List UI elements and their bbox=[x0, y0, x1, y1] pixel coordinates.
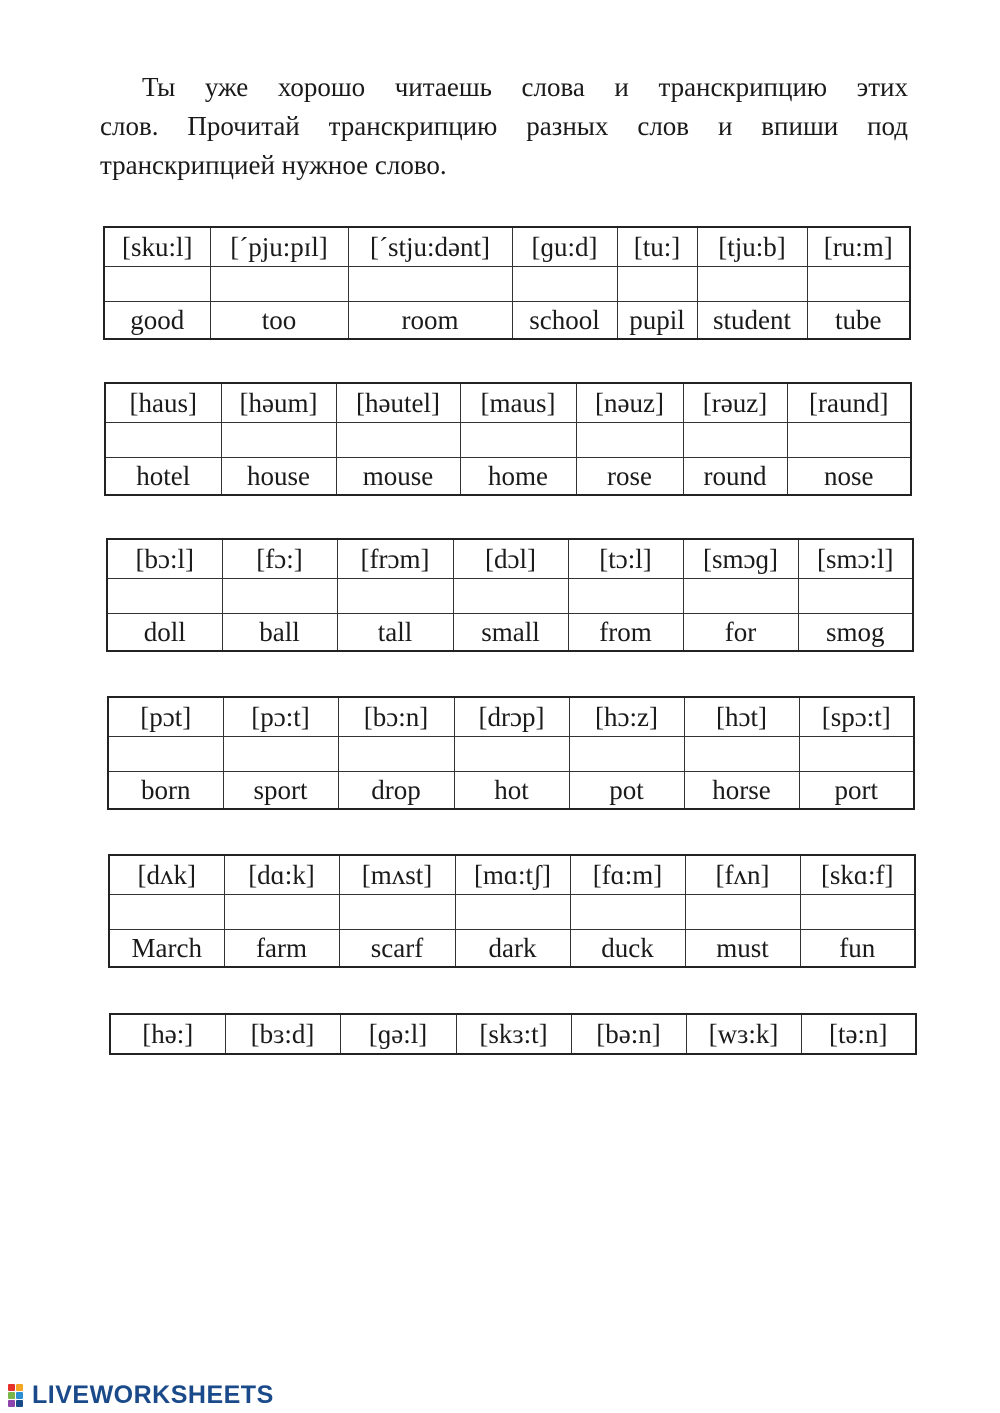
transcription-cell: [rəuz] bbox=[683, 383, 787, 423]
transcription-cell: [həutel] bbox=[336, 383, 460, 423]
instructions bbox=[100, 68, 908, 185]
transcription-cell: [fɑ:m] bbox=[570, 855, 685, 895]
transcription-cell: [hɔ:z] bbox=[569, 697, 684, 737]
word-cell: must bbox=[685, 930, 800, 968]
transcription-cell: [haus] bbox=[105, 383, 221, 423]
answer-cell[interactable] bbox=[683, 423, 787, 458]
instructions-line-1: Ты уже хорошо читаешь слова и транскрипцию этих bbox=[142, 72, 908, 102]
liveworksheets-logo-icon bbox=[8, 1382, 28, 1408]
word-cell: rose bbox=[576, 458, 683, 496]
word-cell: pupil bbox=[617, 302, 697, 340]
answer-cell[interactable] bbox=[338, 737, 454, 772]
answer-cell[interactable] bbox=[109, 895, 224, 930]
word-cell: tube bbox=[807, 302, 910, 340]
word-cell: tall bbox=[337, 614, 453, 652]
answer-input[interactable] bbox=[461, 423, 576, 457]
answer-input[interactable] bbox=[808, 267, 910, 301]
transcription-cell: [hə:] bbox=[110, 1014, 225, 1054]
answer-cell[interactable] bbox=[570, 895, 685, 930]
word-cell: dark bbox=[455, 930, 570, 968]
word-cell: hot bbox=[454, 772, 569, 810]
answer-cell[interactable] bbox=[460, 423, 576, 458]
answer-input[interactable] bbox=[454, 579, 568, 613]
answer-input[interactable] bbox=[571, 895, 685, 929]
answer-input[interactable] bbox=[222, 423, 336, 457]
answer-cell[interactable] bbox=[617, 267, 697, 302]
answer-cell[interactable] bbox=[569, 737, 684, 772]
transcription-cell: [sku:l] bbox=[104, 227, 210, 267]
transcription-cell: [fɔ:] bbox=[222, 539, 337, 579]
answer-cell[interactable] bbox=[697, 267, 807, 302]
answer-input[interactable] bbox=[686, 895, 800, 929]
transcription-cell: [mɑ:tʃ] bbox=[455, 855, 570, 895]
transcription-cell: [mʌst] bbox=[339, 855, 455, 895]
answer-cell[interactable] bbox=[336, 423, 460, 458]
word-cell: duck bbox=[570, 930, 685, 968]
transcription-cell: [tu:] bbox=[617, 227, 697, 267]
answer-input[interactable] bbox=[338, 579, 453, 613]
answer-input[interactable] bbox=[788, 423, 911, 457]
liveworksheets-logo bbox=[8, 1381, 274, 1409]
word-cell: March bbox=[109, 930, 224, 968]
answer-cell[interactable] bbox=[799, 737, 914, 772]
word-cell: school bbox=[512, 302, 617, 340]
transcription-cell: [drɔp] bbox=[454, 697, 569, 737]
word-cell: drop bbox=[338, 772, 454, 810]
answer-cell[interactable] bbox=[339, 895, 455, 930]
answer-input[interactable] bbox=[455, 737, 569, 771]
answer-input[interactable] bbox=[109, 737, 223, 771]
answer-input[interactable] bbox=[456, 895, 570, 929]
answer-cell[interactable] bbox=[222, 579, 337, 614]
answer-cell[interactable] bbox=[221, 423, 336, 458]
transcription-cell: [smɔ:l] bbox=[798, 539, 913, 579]
answer-input[interactable] bbox=[340, 895, 455, 929]
answer-input[interactable] bbox=[224, 737, 338, 771]
word-cell: doll bbox=[107, 614, 222, 652]
transcription-cell: [dɔl] bbox=[453, 539, 568, 579]
transcription-cell: [dɑ:k] bbox=[224, 855, 339, 895]
transcription-cell: [ɡu:d] bbox=[512, 227, 617, 267]
answer-cell[interactable] bbox=[685, 895, 800, 930]
answer-cell[interactable] bbox=[683, 579, 798, 614]
word-cell: scarf bbox=[339, 930, 455, 968]
answer-input[interactable] bbox=[800, 737, 914, 771]
transcription-row bbox=[108, 697, 914, 737]
answer-input[interactable] bbox=[223, 579, 337, 613]
brand-name: LIVEWORKSHEETS bbox=[32, 1380, 274, 1409]
transcription-cell: [spɔ:t] bbox=[799, 697, 914, 737]
answer-cell[interactable] bbox=[807, 267, 910, 302]
answer-input[interactable] bbox=[799, 579, 913, 613]
answer-cell[interactable] bbox=[454, 737, 569, 772]
answer-input[interactable] bbox=[577, 423, 683, 457]
transcription-cell: [dʌk] bbox=[109, 855, 224, 895]
answer-cell[interactable] bbox=[223, 737, 338, 772]
word-bank-row bbox=[108, 772, 914, 810]
transcription-cell: [wɜ:k] bbox=[686, 1014, 801, 1054]
transcription-cell: [bə:n] bbox=[571, 1014, 686, 1054]
transcription-cell: [raund] bbox=[787, 383, 911, 423]
transcription-cell: [tə:n] bbox=[801, 1014, 916, 1054]
answer-cell[interactable] bbox=[210, 267, 348, 302]
transcription-row bbox=[107, 539, 913, 579]
answer-input[interactable] bbox=[513, 267, 617, 301]
word-bank-row bbox=[109, 930, 915, 968]
answer-row bbox=[104, 267, 910, 302]
answer-input[interactable] bbox=[225, 895, 339, 929]
transcription-cell: [tɔ:l] bbox=[568, 539, 683, 579]
answer-input[interactable] bbox=[105, 267, 210, 301]
answer-input[interactable] bbox=[618, 267, 697, 301]
transcription-table-6 bbox=[109, 1013, 917, 1055]
transcription-cell: [hɔt] bbox=[684, 697, 799, 737]
word-bank-row bbox=[104, 302, 910, 340]
transcription-cell: [smɔɡ] bbox=[683, 539, 798, 579]
transcription-cell: [bɜ:d] bbox=[225, 1014, 340, 1054]
answer-cell[interactable] bbox=[337, 579, 453, 614]
transcription-table-1 bbox=[103, 226, 911, 340]
answer-input[interactable] bbox=[337, 423, 460, 457]
transcription-table-2 bbox=[104, 382, 912, 496]
transcription-cell: [ˊpju:pɪl] bbox=[210, 227, 348, 267]
transcription-cell: [bɔ:l] bbox=[107, 539, 222, 579]
transcription-cell: [həum] bbox=[221, 383, 336, 423]
instructions-line-3: транскрипцией нужное слово. bbox=[100, 150, 447, 180]
answer-row bbox=[109, 895, 915, 930]
word-bank-row bbox=[105, 458, 911, 496]
answer-cell[interactable] bbox=[798, 579, 913, 614]
answer-row bbox=[105, 423, 911, 458]
word-cell: hotel bbox=[105, 458, 221, 496]
word-cell: round bbox=[683, 458, 787, 496]
transcription-cell: [skɑ:f] bbox=[800, 855, 915, 895]
answer-cell[interactable] bbox=[105, 423, 221, 458]
answer-cell[interactable] bbox=[224, 895, 339, 930]
answer-input[interactable] bbox=[211, 267, 348, 301]
answer-input[interactable] bbox=[569, 579, 683, 613]
word-cell: house bbox=[221, 458, 336, 496]
word-cell: sport bbox=[223, 772, 338, 810]
word-cell: pot bbox=[569, 772, 684, 810]
answer-cell[interactable] bbox=[108, 737, 223, 772]
transcription-row bbox=[105, 383, 911, 423]
transcription-row bbox=[104, 227, 910, 267]
answer-input[interactable] bbox=[698, 267, 807, 301]
transcription-cell: [maus] bbox=[460, 383, 576, 423]
answer-cell[interactable] bbox=[684, 737, 799, 772]
transcription-row bbox=[109, 855, 915, 895]
answer-input[interactable] bbox=[108, 579, 222, 613]
answer-cell[interactable] bbox=[568, 579, 683, 614]
word-cell: good bbox=[104, 302, 210, 340]
answer-input[interactable] bbox=[685, 737, 799, 771]
answer-input[interactable] bbox=[684, 579, 798, 613]
word-cell: for bbox=[683, 614, 798, 652]
answer-cell[interactable] bbox=[453, 579, 568, 614]
answer-input[interactable] bbox=[349, 267, 512, 301]
answer-input[interactable] bbox=[570, 737, 684, 771]
word-cell: ball bbox=[222, 614, 337, 652]
transcription-cell: [ru:m] bbox=[807, 227, 910, 267]
word-cell: smog bbox=[798, 614, 913, 652]
transcription-cell: [pɔt] bbox=[108, 697, 223, 737]
word-cell: home bbox=[460, 458, 576, 496]
answer-input[interactable] bbox=[684, 423, 787, 457]
answer-cell[interactable] bbox=[787, 423, 911, 458]
transcription-cell: [frɔm] bbox=[337, 539, 453, 579]
word-cell: small bbox=[453, 614, 568, 652]
answer-cell[interactable] bbox=[104, 267, 210, 302]
answer-cell[interactable] bbox=[348, 267, 512, 302]
transcription-cell: [skɜ:t] bbox=[456, 1014, 571, 1054]
word-cell: horse bbox=[684, 772, 799, 810]
transcription-cell: [pɔ:t] bbox=[223, 697, 338, 737]
word-cell: port bbox=[799, 772, 914, 810]
transcription-cell: [tju:b] bbox=[697, 227, 807, 267]
transcription-cell: [ɡə:l] bbox=[340, 1014, 456, 1054]
answer-cell[interactable] bbox=[800, 895, 915, 930]
word-bank-row bbox=[107, 614, 913, 652]
transcription-row bbox=[110, 1014, 916, 1054]
answer-input[interactable] bbox=[106, 423, 221, 457]
word-cell: fun bbox=[800, 930, 915, 968]
word-cell: too bbox=[210, 302, 348, 340]
answer-cell[interactable] bbox=[455, 895, 570, 930]
transcription-table-4 bbox=[107, 696, 915, 810]
word-cell: mouse bbox=[336, 458, 460, 496]
transcription-cell: [fʌn] bbox=[685, 855, 800, 895]
word-cell: born bbox=[108, 772, 223, 810]
answer-input[interactable] bbox=[801, 895, 915, 929]
instructions-line-2: слов. Прочитай транскрипцию разных слов и впиши под bbox=[100, 111, 908, 141]
answer-input[interactable] bbox=[339, 737, 454, 771]
transcription-table-5 bbox=[108, 854, 916, 968]
transcription-table-3 bbox=[106, 538, 914, 652]
answer-row bbox=[107, 579, 913, 614]
answer-cell[interactable] bbox=[512, 267, 617, 302]
answer-input[interactable] bbox=[110, 895, 224, 929]
answer-cell[interactable] bbox=[576, 423, 683, 458]
word-cell: student bbox=[697, 302, 807, 340]
transcription-cell: [nəuz] bbox=[576, 383, 683, 423]
word-cell: room bbox=[348, 302, 512, 340]
transcription-cell: [bɔ:n] bbox=[338, 697, 454, 737]
word-cell: nose bbox=[787, 458, 911, 496]
answer-cell[interactable] bbox=[107, 579, 222, 614]
transcription-cell: [ˊstju:dənt] bbox=[348, 227, 512, 267]
word-cell: farm bbox=[224, 930, 339, 968]
word-cell: from bbox=[568, 614, 683, 652]
answer-row bbox=[108, 737, 914, 772]
